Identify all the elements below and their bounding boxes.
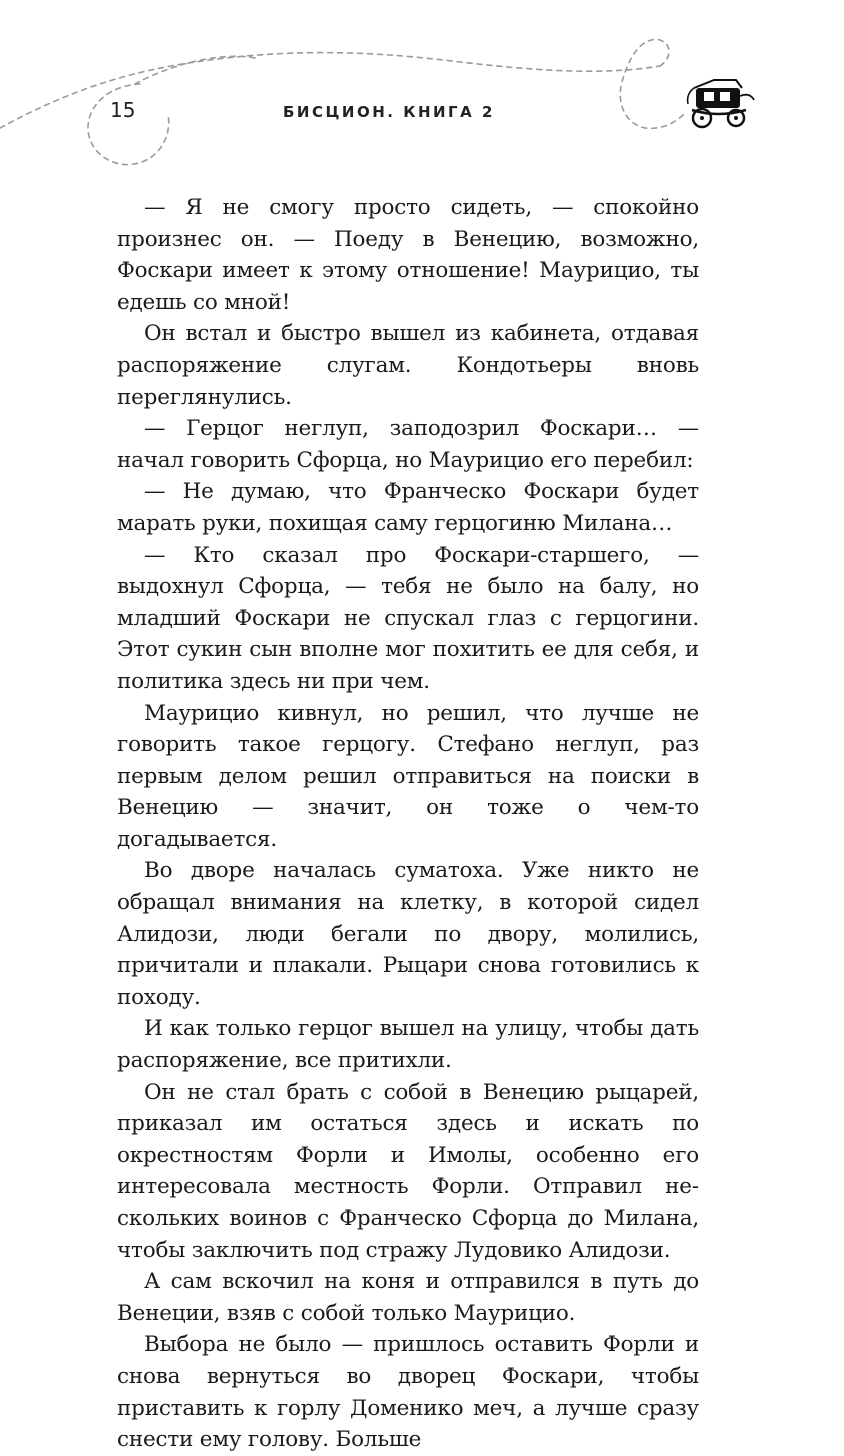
paragraph: — Я не смогу просто сидеть, — спокойно произнес он. — Поеду в Венецию, возможно, Фоскари имеет к этому отношение! Маурицио, ты едешь со мной!: [117, 195, 699, 315]
paragraph: — Не думаю, что Франческо Фоскари будет марать руки, похищая саму герцогиню Милана…: [117, 479, 699, 536]
body-text: [117, 192, 699, 1456]
paragraph: И как только герцог вышел на улицу, чтобы дать распоряжение, все притихли.: [117, 1016, 699, 1074]
paragraph: Маурицио кивнул, но решил, что лучше не говорить такое герцогу. Стефано неглуп, раз первым делом решил отправиться на поиски в Венецию — значит, он тоже о чем-то догадывается.: [117, 700, 699, 852]
paragraph: Он встал и быстро вышел из кабинета, отдавая распоряжение слугам. Кондотьеры вновь переглянулись.: [117, 321, 699, 410]
page-number: 15: [110, 98, 136, 122]
carriage-icon: [684, 74, 756, 132]
paragraph: — Кто сказал про Фоскари-старшего, — выдохнул Сфорца, — тебя не было на балу, но младший Фоскари не спускал глаз с герцогини. Этот сукин сын вполне мог похитить ее для себя, и политика здесь ни при чем.: [117, 542, 699, 694]
running-title: БИСЦИОН. КНИГА 2: [283, 103, 495, 121]
paragraph: Во дворе началась суматоха. Уже никто не обращал внимания на клетку, в которой сидел Алидози, люди бегали по двору, молились, причитали и плакали. Рыцари снова готовились к походу.: [117, 858, 699, 1010]
paragraph: А сам вскочил на коня и отправился в путь до Венеции, взяв с собой только Маурицио.: [117, 1269, 699, 1326]
paragraph: Он не стал брать с собой в Венецию рыцарей, приказал им остаться здесь и искать по окрестностям Форли и Имолы, особенно его интересовала местность Форли. Отправил нескольких воинов с Франческо Сфорца до Милана, чтобы заключить под стражу Лудовико Алидози.: [117, 1079, 699, 1263]
paragraph: Выбора не было — пришлось оставить Форли и снова вернуться во дворец Фоскари, чтобы приставить к горлу Доменико меч, а лучше сразу снести ему голову. Больше: [117, 1332, 699, 1453]
paragraph: — Герцог неглуп, заподозрил Фоскари… — начал говорить Сфорца, но Маурицио его перебил:: [117, 416, 699, 473]
